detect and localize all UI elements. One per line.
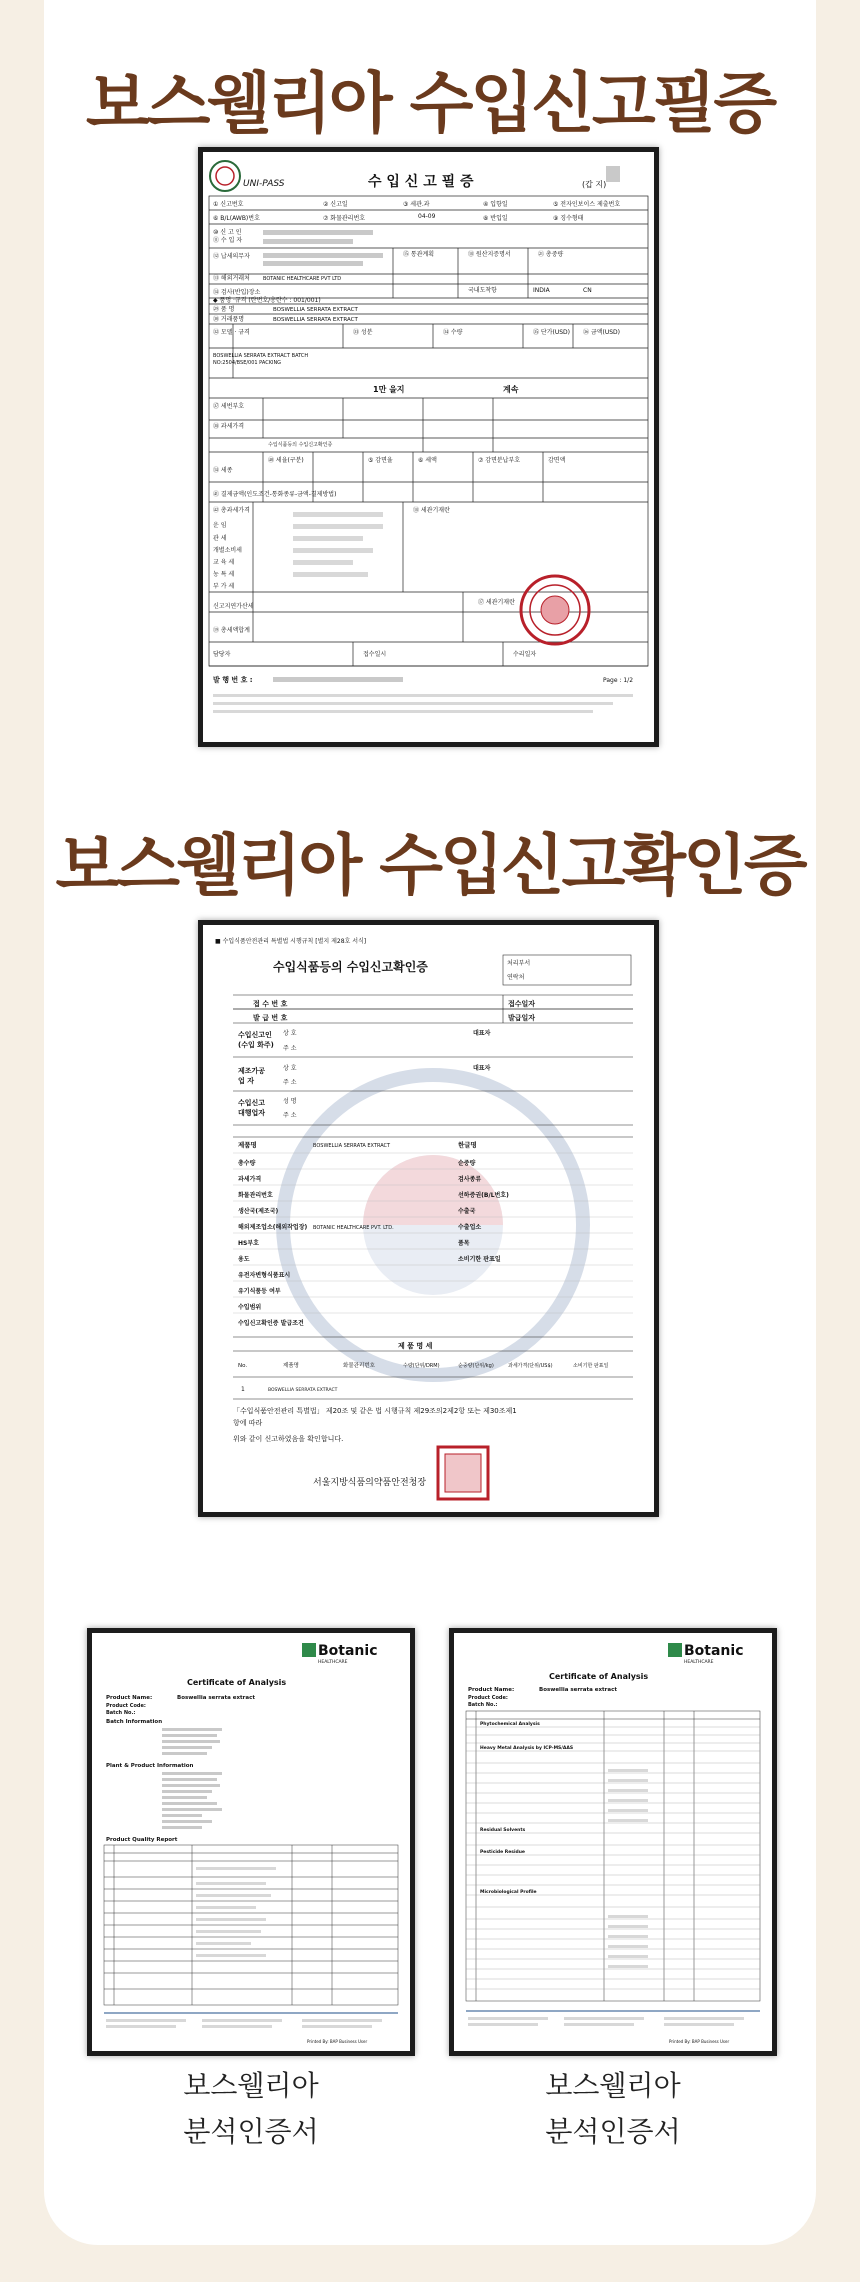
declaration-title: 수 입 신 고 필 증 [368, 174, 474, 190]
confirmation-title: 수입식품등의 수입신고확인증 [273, 960, 428, 974]
coa-document-left [87, 1628, 415, 2056]
svg-text:㉟ 단가(USD): ㉟ 단가(USD) [533, 329, 571, 336]
svg-text:수리일자: 수리일자 [513, 651, 537, 658]
svg-text:Batch Information: Batch Information [106, 1719, 163, 1725]
coa-sheet-left [92, 1633, 410, 2051]
svg-text:⑫ 납세의무자: ⑫ 납세의무자 [213, 253, 250, 260]
svg-text:수입신고확인증 발급조건: 수입신고확인증 발급조건 [238, 1320, 304, 1327]
svg-text:수출국: 수출국 [458, 1208, 476, 1215]
svg-text:⑦ 감면분납부호: ⑦ 감면분납부호 [478, 457, 521, 464]
svg-text:㉝ 성분: ㉝ 성분 [353, 329, 373, 336]
svg-text:⑩ 신 고 인: ⑩ 신 고 인 [213, 229, 242, 236]
svg-text:「수입식품안전관리 특별법」 제20조 및 같은 법 시행규: 「수입식품안전관리 특별법」 제20조 및 같은 법 시행규칙 제29조의2제2항 또는 제30조제1 [233, 1407, 517, 1415]
svg-text:⑦ 화물관리번호: ⑦ 화물관리번호 [323, 215, 366, 222]
svg-text:Certificate of Analysis: Certificate of Analysis [549, 1672, 649, 1681]
svg-text:㊳ 과세가격: ㊳ 과세가격 [213, 423, 245, 430]
svg-text:제품명: 제품명 [238, 1141, 257, 1149]
svg-text:④ 입항일: ④ 입항일 [483, 201, 508, 208]
svg-text:항에 따라: 항에 따라 [233, 1419, 263, 1427]
svg-text:㊲ 세번부호: ㊲ 세번부호 [213, 403, 245, 410]
svg-text:1: 1 [241, 1386, 245, 1393]
svg-text:① 신고번호: ① 신고번호 [213, 201, 244, 208]
svg-text:용도: 용도 [238, 1256, 250, 1263]
svg-text:㉜ 모델 · 규격: ㉜ 모델 · 규격 [213, 329, 250, 336]
svg-text:대행업자: 대행업자 [238, 1109, 266, 1117]
svg-text:선하증권(B/L번호): 선하증권(B/L번호) [458, 1192, 509, 1199]
svg-text:유전자변형식품표시: 유전자변형식품표시 [238, 1272, 291, 1279]
svg-text:Product Code:: Product Code: [468, 1695, 508, 1701]
svg-text:국내도착항: 국내도착항 [468, 287, 497, 294]
botanic-logo-icon [668, 1643, 682, 1657]
svg-text:과세가격(단위/US$): 과세가격(단위/US$) [508, 1363, 553, 1369]
svg-text:BOSWELLIA SERRATA EXTRACT: BOSWELLIA SERRATA EXTRACT [273, 307, 358, 313]
import-declaration-sheet [203, 152, 654, 742]
svg-text:② 신고일: ② 신고일 [323, 201, 348, 208]
coa-caption-right: 보스웰리아 분석인증서 [545, 2069, 681, 2148]
svg-text:③ 세관.과: ③ 세관.과 [403, 201, 430, 208]
svg-text:⑪ 수 입 자: ⑪ 수 입 자 [213, 237, 243, 244]
svg-text:㉚ 거래품명: ㉚ 거래품명 [213, 316, 245, 323]
svg-text:⑤ 감면율: ⑤ 감면율 [368, 457, 393, 464]
svg-text:서울지방식품의약품안전청장: 서울지방식품의약품안전청장 [313, 1478, 427, 1488]
svg-text:㉙ 품 명: ㉙ 품 명 [213, 306, 235, 313]
coa-caption-left: 보스웰리아 분석인증서 [183, 2069, 319, 2148]
svg-text:㊶ 결제금액(인도조건-통화종류-금액-결제방법): ㊶ 결제금액(인도조건-통화종류-금액-결제방법) [213, 491, 337, 498]
svg-text:교 육 세: 교 육 세 [213, 559, 235, 566]
svg-text:⑬ 해외거래처: ⑬ 해외거래처 [213, 275, 250, 282]
svg-text:위와 같이 신고하였음을 확인합니다.: 위와 같이 신고하였음을 확인합니다. [233, 1435, 344, 1443]
svg-text:⑭ 검사(반입)장소: ⑭ 검사(반입)장소 [213, 289, 261, 296]
svg-text:Page : 1/2: Page : 1/2 [603, 677, 634, 684]
svg-text:⑱ 원산지증명서: ⑱ 원산지증명서 [468, 251, 511, 258]
svg-text:⑤ 전자인보이스 제출번호: ⑤ 전자인보이스 제출번호 [553, 201, 621, 208]
svg-text:과세가격: 과세가격 [238, 1176, 262, 1183]
svg-text:제 품 명 세: 제 품 명 세 [398, 1342, 433, 1350]
svg-text:Phytochemical Analysis: Phytochemical Analysis [480, 1722, 540, 1727]
svg-text:농 특 세: 농 특 세 [213, 571, 235, 578]
svg-text:■ 수입식품안전관리 특별법 시행규칙 [별지 제28호 서: ■ 수입식품안전관리 특별법 시행규칙 [별지 제28호 서식] [215, 938, 367, 945]
svg-text:Boswellia serrata extract: Boswellia serrata extract [177, 1695, 255, 1701]
svg-text:(갑 지): (갑 지) [582, 180, 607, 189]
svg-text:Botanic: Botanic [318, 1643, 378, 1659]
svg-text:성 명: 성 명 [283, 1098, 297, 1105]
svg-text:INDIA: INDIA [533, 287, 550, 294]
svg-text:Printed By: BAP Business User: Printed By: BAP Business User [307, 2039, 368, 2044]
import-confirmation-document [198, 920, 659, 1517]
svg-text:주 소: 주 소 [283, 1112, 297, 1119]
svg-text:Printed By: BAP Business User: Printed By: BAP Business User [669, 2039, 730, 2044]
svg-text:소비기한 판표일: 소비기한 판표일 [458, 1256, 501, 1263]
svg-text:수입식품등의 수입신고확인증: 수입식품등의 수입신고확인증 [268, 442, 333, 448]
svg-text:Product Quality Report: Product Quality Report [106, 1837, 178, 1843]
svg-text:소비기한 판표일: 소비기한 판표일 [573, 1363, 609, 1369]
svg-text:접수일시: 접수일시 [363, 651, 387, 658]
svg-text:한글명: 한글명 [458, 1141, 477, 1149]
coa-document-right [449, 1628, 777, 2056]
svg-text:접 수 번 호: 접 수 번 호 [253, 1000, 288, 1008]
coa-sheet-right [454, 1633, 772, 2051]
svg-text:BOSWELLIA SERRATA EXTRACT: BOSWELLIA SERRATA EXTRACT [268, 1388, 338, 1393]
svg-text:총수량: 총수량 [238, 1160, 256, 1167]
svg-text:㉞ 수량: ㉞ 수량 [443, 329, 463, 336]
svg-text:⑲ 총세액합계: ⑲ 총세액합계 [213, 627, 250, 634]
svg-text:발급일자: 발급일자 [508, 1014, 536, 1022]
svg-text:Product Code:: Product Code: [106, 1703, 146, 1709]
svg-text:수량(단위/DRM): 수량(단위/DRM) [403, 1363, 440, 1369]
svg-text:BOTANIC HEALTHCARE PVT LTD: BOTANIC HEALTHCARE PVT LTD [263, 276, 342, 282]
svg-text:(수입 화주): (수입 화주) [238, 1041, 274, 1049]
svg-text:수출업소: 수출업소 [458, 1224, 482, 1231]
svg-text:생산국(제조국): 생산국(제조국) [238, 1208, 279, 1215]
svg-text:Botanic: Botanic [684, 1643, 744, 1659]
svg-text:제품명: 제품명 [283, 1363, 299, 1369]
svg-text:㊷ 총과세가격: ㊷ 총과세가격 [213, 507, 250, 514]
svg-text:수입신고인: 수입신고인 [238, 1031, 272, 1039]
svg-text:감면액: 감면액 [548, 457, 566, 464]
svg-text:⑨ 징수형태: ⑨ 징수형태 [553, 215, 584, 222]
svg-text:운 임: 운 임 [213, 522, 227, 529]
svg-text:Heavy Metal Analysis by ICP-MS: Heavy Metal Analysis by ICP-MS/AAS [480, 1746, 574, 1751]
svg-text:유기식품등 여부: 유기식품등 여부 [238, 1288, 281, 1295]
svg-text:No.: No. [238, 1363, 248, 1369]
section-heading-confirmation: 보스웰리아 수입신고확인증 [55, 827, 805, 904]
svg-text:상 호: 상 호 [283, 1065, 297, 1072]
svg-text:처리부서: 처리부서 [507, 960, 531, 967]
svg-text:⑥ 세액: ⑥ 세액 [418, 457, 437, 464]
svg-text:화물관리번호: 화물관리번호 [238, 1192, 273, 1199]
svg-text:업 자: 업 자 [238, 1077, 254, 1085]
svg-text:계속: 계속 [503, 385, 519, 394]
svg-text:BOTANIC HEALTHCARE PVT. LTD.: BOTANIC HEALTHCARE PVT. LTD. [313, 1225, 394, 1231]
svg-text:품목: 품목 [458, 1240, 470, 1247]
svg-text:개별소비세: 개별소비세 [213, 547, 242, 554]
svg-text:BOSWELLIA SERRATA EXTRACT: BOSWELLIA SERRATA EXTRACT [273, 317, 358, 323]
svg-text:HEALTHCARE: HEALTHCARE [684, 1660, 714, 1665]
svg-text:⑮ 통관계획: ⑮ 통관계획 [403, 251, 435, 258]
import-declaration-document [198, 147, 659, 747]
svg-text:상 호: 상 호 [283, 1030, 297, 1037]
svg-text:㊵ 세율(구분): ㊵ 세율(구분) [268, 457, 304, 464]
svg-text:담당자: 담당자 [213, 651, 231, 658]
svg-text:발 행 번 호 :: 발 행 번 호 : [213, 676, 253, 684]
svg-text:UNI-PASS: UNI-PASS [243, 179, 285, 189]
svg-text:㉑ 총중량: ㉑ 총중량 [538, 251, 564, 258]
svg-text:04-09: 04-09 [418, 213, 436, 220]
svg-text:Residual Solvents: Residual Solvents [480, 1828, 526, 1833]
svg-text:Product Name:: Product Name: [468, 1687, 515, 1693]
svg-text:해외제조업소(해외작업장): 해외제조업소(해외작업장) [238, 1224, 308, 1231]
svg-text:신고지연가산세: 신고지연가산세 [213, 603, 254, 610]
import-confirmation-sheet [203, 925, 654, 1512]
svg-text:BOSWELLIA SERRATA EXTRACT BATC: BOSWELLIA SERRATA EXTRACT BATCH [213, 353, 309, 359]
svg-text:Product Name:: Product Name: [106, 1695, 153, 1701]
svg-text:◆ 품명 ·규격 (란번호/총란수 : 001/001): ◆ 품명 ·규격 (란번호/총란수 : 001/001) [213, 297, 321, 304]
svg-text:Batch No.:: Batch No.: [106, 1710, 136, 1716]
svg-text:제조가공: 제조가공 [238, 1067, 266, 1075]
svg-text:화물관리번호: 화물관리번호 [343, 1363, 375, 1369]
svg-text:Batch No.:: Batch No.: [468, 1702, 498, 1708]
svg-text:대표자: 대표자 [473, 1065, 491, 1072]
svg-text:수입범위: 수입범위 [238, 1304, 262, 1311]
svg-text:CN: CN [583, 287, 592, 294]
svg-text:발 급 번 호: 발 급 번 호 [253, 1014, 288, 1022]
svg-text:Microbiological Profile: Microbiological Profile [480, 1890, 537, 1895]
svg-text:연락처: 연락처 [507, 974, 525, 981]
svg-text:Certificate of Analysis: Certificate of Analysis [187, 1678, 287, 1687]
svg-text:⑧ 반입일: ⑧ 반입일 [483, 215, 508, 222]
svg-text:⑥ B/L(AWB)번호: ⑥ B/L(AWB)번호 [213, 215, 260, 222]
svg-text:접수일자: 접수일자 [508, 1000, 536, 1008]
svg-text:수입신고: 수입신고 [238, 1099, 266, 1107]
svg-text:⑭ 세종: ⑭ 세종 [213, 467, 233, 474]
svg-text:BOSWELLIA SERRATA EXTRACT: BOSWELLIA SERRATA EXTRACT [313, 1143, 391, 1149]
svg-text:관 세: 관 세 [213, 535, 227, 542]
svg-text:주 소: 주 소 [283, 1079, 297, 1086]
svg-text:NO:2504/BSE/001 PACKING: NO:2504/BSE/001 PACKING [213, 360, 282, 366]
svg-text:HS부호: HS부호 [238, 1240, 259, 1247]
svg-text:⑱ 세관기재란: ⑱ 세관기재란 [413, 507, 450, 514]
svg-text:검사종류: 검사종류 [458, 1176, 482, 1183]
svg-text:대표자: 대표자 [473, 1030, 491, 1037]
svg-text:㊱ 금액(USD): ㊱ 금액(USD) [583, 329, 621, 336]
section-heading-import-declaration: 보스웰리아 수입신고필증 [85, 65, 775, 142]
svg-text:Boswellia serrata extract: Boswellia serrata extract [539, 1687, 617, 1693]
svg-text:HEALTHCARE: HEALTHCARE [318, 1660, 348, 1665]
botanic-logo-icon [302, 1643, 316, 1657]
svg-text:Plant & Product Information: Plant & Product Information [106, 1763, 194, 1769]
svg-text:부 가 세: 부 가 세 [213, 583, 235, 590]
svg-text:1만 을지: 1만 을지 [373, 385, 405, 394]
svg-text:주 소: 주 소 [283, 1045, 297, 1052]
svg-text:Pesticide Residue: Pesticide Residue [480, 1850, 525, 1855]
svg-text:순중량: 순중량 [458, 1160, 476, 1167]
svg-text:⑰ 세관기재란: ⑰ 세관기재란 [478, 599, 515, 606]
svg-text:순중량(단위/kg): 순중량(단위/kg) [458, 1363, 494, 1369]
